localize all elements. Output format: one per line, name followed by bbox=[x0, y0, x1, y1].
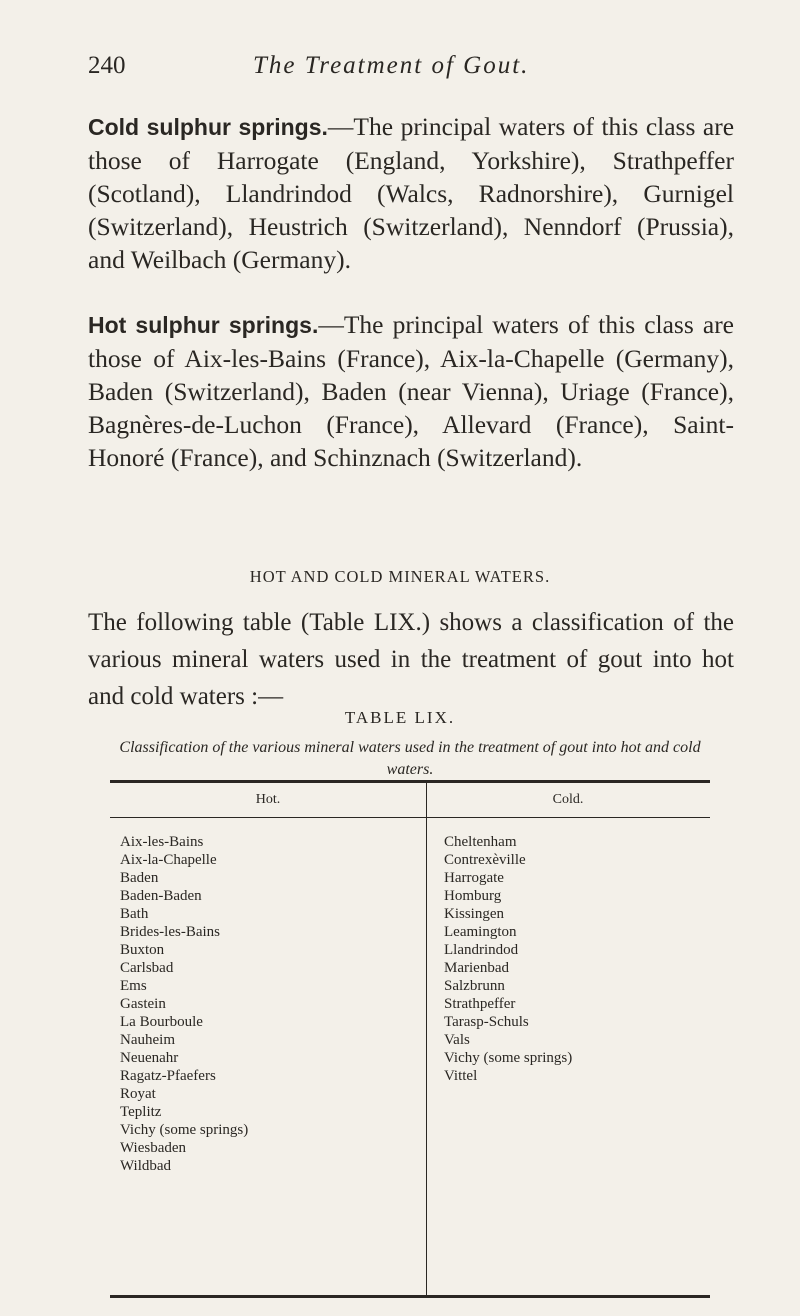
cold-water-item: Cheltenham bbox=[444, 834, 517, 850]
hot-water-item: Bath bbox=[120, 906, 149, 922]
section-heading: HOT AND COLD MINERAL WATERS. bbox=[249, 567, 551, 586]
cold-water-item: Salzbrunn bbox=[444, 978, 505, 994]
hot-water-item: Ems bbox=[120, 978, 147, 994]
hot-sulphur-text: —The principal waters of this class are those of Aix-les-Bains (France), Aix-la-Chapelle (Germany), Baden (Switzerland), Baden (near Vienna), Uriage (France), Bagnères-de-Luchon (France), Allevard (France), Saint-Honoré (France), and Schinznach (Switzerland). bbox=[88, 310, 734, 472]
hot-water-item: Gastein bbox=[120, 996, 166, 1012]
cold-water-item: Harrogate bbox=[444, 870, 504, 886]
hot-sulphur-title: Hot sulphur springs. bbox=[88, 312, 319, 338]
column-divider bbox=[426, 783, 427, 1295]
cold-water-item: Kissingen bbox=[444, 906, 504, 922]
running-title: The Treatment of Gout. bbox=[253, 52, 530, 79]
cold-sulphur-paragraph bbox=[88, 110, 734, 276]
table-bottom-rule bbox=[110, 1295, 710, 1298]
hot-water-item: Baden bbox=[120, 870, 159, 886]
page-number: 240 bbox=[88, 52, 126, 79]
hot-water-item: Baden-Baden bbox=[120, 888, 202, 904]
cold-sulphur-text: —The principal waters of this class are those of Harrogate (England, Yorkshire), Strathpeffer (Scotland), Llandrindod (Walcs, Radnorshire), Gurnigel (Switzerland), Heustrich (Switzerland), Nenndorf (Prussia), and Weilbach (Germany). bbox=[88, 112, 735, 274]
hot-water-item: Wildbad bbox=[120, 1158, 172, 1174]
hot-water-item: Nauheim bbox=[120, 1032, 175, 1048]
hot-sulphur-paragraph bbox=[88, 308, 734, 474]
hot-water-item: Aix-la-Chapelle bbox=[120, 852, 217, 868]
hot-water-item: Ragatz-Pfaefers bbox=[120, 1068, 216, 1084]
table-header-rule bbox=[110, 817, 710, 818]
hot-water-item: Teplitz bbox=[120, 1104, 162, 1120]
cold-water-item: Strathpeffer bbox=[444, 996, 516, 1012]
cold-sulphur-title: Cold sulphur springs. bbox=[88, 114, 328, 140]
hot-water-item: Carlsbad bbox=[120, 960, 174, 976]
hot-water-item: Royat bbox=[120, 1086, 156, 1102]
table-caption: Classification of the various mineral waters used in the treatment of gout into hot and cold waters. bbox=[119, 739, 701, 778]
cold-water-item: Homburg bbox=[444, 888, 502, 904]
hot-water-item: La Bourboule bbox=[120, 1014, 203, 1030]
cold-water-item: Llandrindod bbox=[444, 942, 519, 958]
hot-waters-list bbox=[120, 833, 248, 1175]
table-top-rule bbox=[110, 780, 710, 783]
hot-water-item: Neuenahr bbox=[120, 1050, 179, 1066]
hot-water-item: Aix-les-Bains bbox=[120, 834, 204, 850]
running-head bbox=[88, 52, 728, 88]
table-title: TABLE LIX. bbox=[344, 708, 456, 727]
intro-paragraph: The following table (Table LIX.) shows a classification of the various mineral waters used in the treatment of gout into hot and cold waters :— bbox=[88, 609, 734, 710]
hot-water-item: Wiesbaden bbox=[120, 1140, 187, 1156]
column-header-cold: Cold. bbox=[552, 792, 584, 807]
cold-water-item: Tarasp-Schuls bbox=[444, 1014, 529, 1030]
cold-water-item: Leamington bbox=[444, 924, 517, 940]
cold-water-item: Contrexèville bbox=[444, 852, 526, 868]
column-header-hot: Hot. bbox=[255, 792, 281, 807]
cold-water-item: Vichy (some springs) bbox=[444, 1050, 573, 1066]
hot-water-item: Buxton bbox=[120, 942, 165, 958]
cold-water-item: Marienbad bbox=[444, 960, 509, 976]
cold-water-item: Vals bbox=[444, 1032, 470, 1048]
cold-waters-list bbox=[444, 833, 572, 1085]
hot-water-item: Brides-les-Bains bbox=[120, 924, 220, 940]
hot-water-item: Vichy (some springs) bbox=[120, 1122, 249, 1138]
classification-table bbox=[110, 780, 710, 1298]
cold-water-item: Vittel bbox=[444, 1068, 478, 1084]
